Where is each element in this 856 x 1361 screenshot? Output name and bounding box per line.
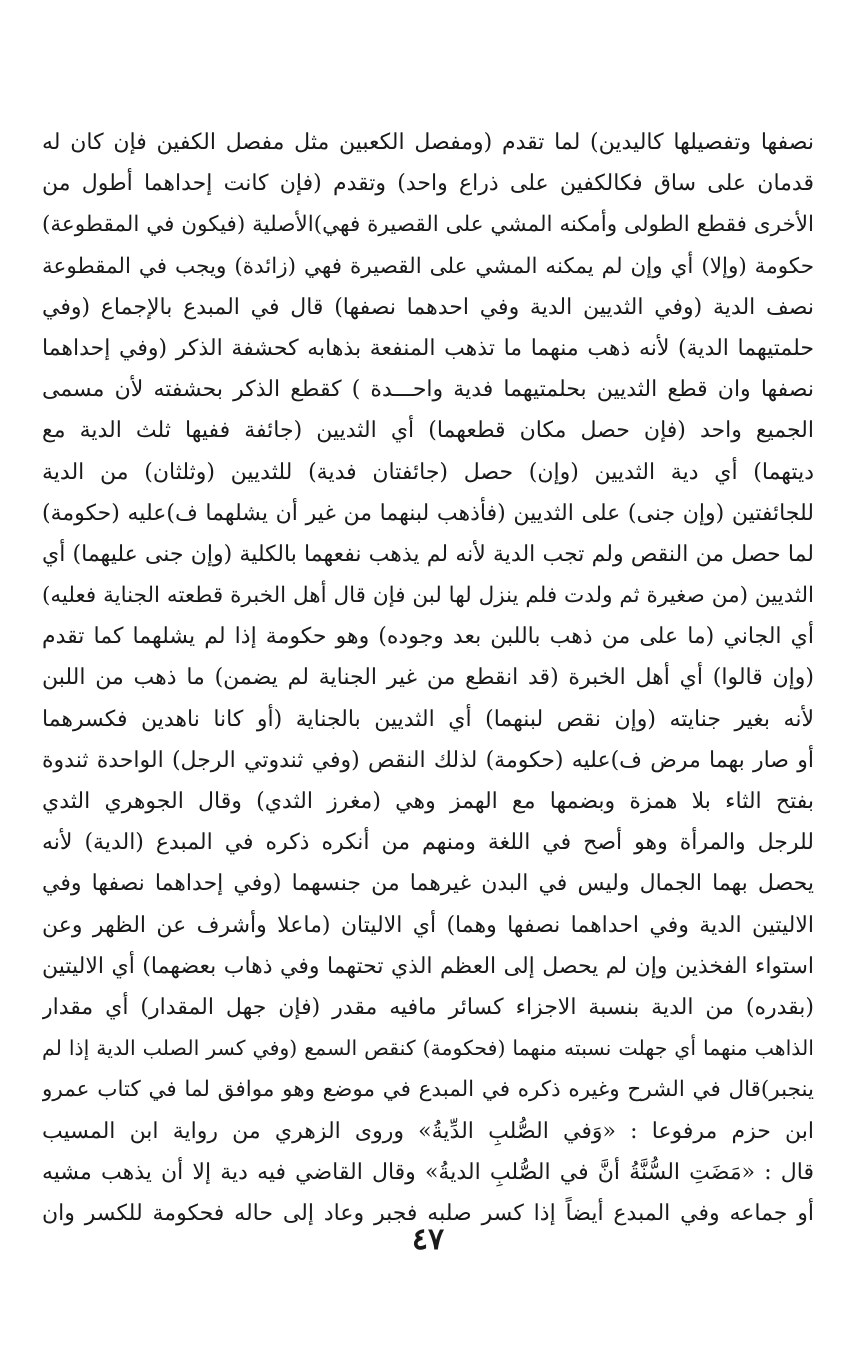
text-line: نصفها وتفصيلها كاليدين) لما تقدم (ومفصل الكعبين مثل مفصل الكفين فإن كان له (42, 130, 814, 155)
text-line: نصف الدية (وفي الثديين الدية وفي احدهما نصفها) قال في المبدع بالإجماع (وفي (42, 294, 814, 320)
text-line: لما حصل من النقص ولم تجب الدية لأنه لم يذهب نفعهما بالكلية (وإن جنى عليهما) أي (42, 541, 814, 567)
text-line: ينجبر)قال في الشرح وغيره ذكره في المبدع في موضع وهو موافق لما في كتاب عمرو (42, 1077, 814, 1103)
text-line: حلمتيهما الدية) لأنه ذهب منهما ما تذهب المنفعة بذهابه كحشفة الذكر (وفي إحداهما (42, 335, 814, 361)
text-line: ابن حزم مرفوعا : «وَفي الصُّلبِ الدِّيةُ» وروى الزهري من رواية ابن المسيب (42, 1118, 814, 1144)
text-line: قال : «مَضَتِ السُّنَّةُ أنَّ في الصُّلبِ الديةُ» وقال القاضي فيه دية إلا أن يذهب مشيه (42, 1159, 814, 1185)
text-line: أو صار بهما مرض ف)عليه (حكومة) لذلك النقص (وفي ثندوتي الرجل) الواحدة ثندوة (42, 747, 814, 773)
text-line: قدمان على ساق فكالكفين على ذراع واحد) وتقدم (فإن كانت إحداهما أطول من (42, 171, 814, 197)
text-line: الجميع واحد (فإن حصل مكان قطعهما) أي الثديين (جائفة ففيها ثلث الدية مع (42, 418, 814, 444)
text-line: أي الجاني (ما على من ذهب باللبن بعد وجوده) وهو حكومة إذا لم يشلهما كما تقدم (42, 624, 814, 650)
text-line: للجائفتين (وإن جنى) على الثديين (فأذهب لبنهما من غير أن يشلهما ف)عليه (حكومة) (42, 500, 814, 526)
page-number: ٤٧ (411, 1222, 445, 1257)
text-line: بفتح الثاء بلا همزة وبضمها مع الهمز وهي (مغرز الثدي) وقال الجوهري الثدي (42, 789, 814, 814)
text-line: ديتهما) أي دية الثديين (وإن) حصل (جائفتان فدية) للثديين (وثلثان) من الدية (42, 459, 814, 485)
text-line: (بقدره) من الدية بنسبة الاجزاء كسائر مافيه مقدر (فإن جهل المقدار) أي مقدار (42, 994, 814, 1020)
text-line: يحصل بهما الجمال وليس في البدن غيرهما من جنسهما (وفي إحداهما نصفها وفي (42, 871, 814, 897)
body-text (42, 122, 814, 1234)
text-line: الأخرى فقطع الطولى وأمكنه المشي على القصيرة فهي)الأصلية (فيكون في المقطوعة) (42, 212, 814, 238)
text-line: (وإن قالوا) أي أهل الخبرة (قد انقطع من غير الجناية لم يضمن) ما ذهب من اللبن (42, 665, 814, 691)
text-line: أو جماعه وفي المبدع أيضاً إذا كسر صلبه فجبر وعاد إلى حاله فحكومة للكسر وان (42, 1200, 814, 1226)
text-line: الذاهب منهما أي جهلت نسبته منهما (فحكومة) كنقص السمع (وفي كسر الصلب الدية إذا لم (42, 1036, 814, 1061)
text-line: حكومة (وإلا) أي وإن لم يمكنه المشي على القصيرة فهي (زائدة) ويجب في المقطوعة (42, 253, 814, 279)
text-line: الثديين (من صغيرة ثم ولدت فلم ينزل لها لبن فإن قال أهل الخبرة قطعته الجناية فعليه) (42, 583, 814, 609)
text-line: استواء الفخذين وإن لم يحصل إلى العظم الذي تحتهما وفي ذهاب بعضهما) أي الاليتين (42, 953, 814, 979)
text-line: للرجل والمرأة وهو أصح في اللغة ومنهم من أنكره ذكره في المبدع (الدية) لأنه (42, 830, 814, 856)
text-line: نصفها وان قطع الثديين بحلمتيهما فدية واحـــدة ) كقطع الذكر بحشفته لأن مسمى (42, 377, 814, 403)
text-line: لأنه بغير جنايته (وإن نقص لبنهما) أي الثديين بالجناية (أو كانا ناهدين فكسرهما (42, 706, 814, 732)
text-line: الاليتين الدية وفي احداهما نصفها وهما) أي الاليتان (ماعلا وأشرف عن الظهر وعن (42, 912, 814, 938)
